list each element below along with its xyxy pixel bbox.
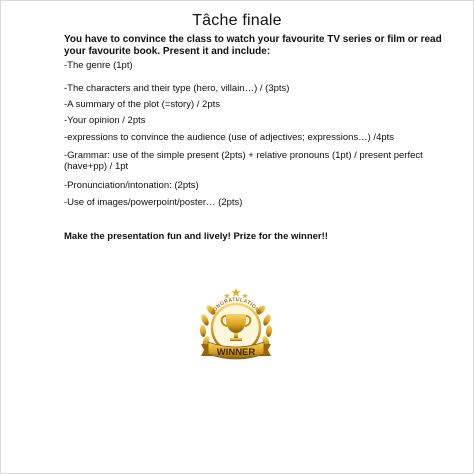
list-item: -The characters and their type (hero, villain…) / (3pts) (64, 83, 290, 94)
list-item: -Your opinion / 2pts (64, 115, 146, 126)
list-item: -A summary of the plot (=story) / 2pts (64, 99, 221, 110)
star-icon (224, 288, 248, 298)
intro-paragraph: You have to convince the class to watch your favourite TV series or film or read your favourite book. Present it and include: (64, 34, 442, 57)
svg-text:CONGRATULATIONS: CONGRATULATIONS (209, 296, 263, 317)
page-title: Tâche finale (192, 12, 282, 29)
winner-trophy-badge-icon (191, 286, 281, 368)
list-item: -expressions to convince the audience (use of adjectives; expressions…) /4pts (64, 132, 395, 143)
closing-line: Make the presentation fun and lively! Prize for the winner!! (64, 231, 328, 242)
list-item: -The genre (1pt) (64, 60, 133, 71)
list-item: -Pronunciation/intonation: (2pts) (64, 180, 199, 191)
list-item: -Grammar: use of the simple present (2pts) + relative pronouns (1pt) / present perfect (have+pp) / 1pt (64, 150, 423, 172)
list-item: -Use of images/powerpoint/poster… (2pts) (64, 197, 243, 208)
svg-text:WINNER: WINNER (216, 347, 256, 358)
